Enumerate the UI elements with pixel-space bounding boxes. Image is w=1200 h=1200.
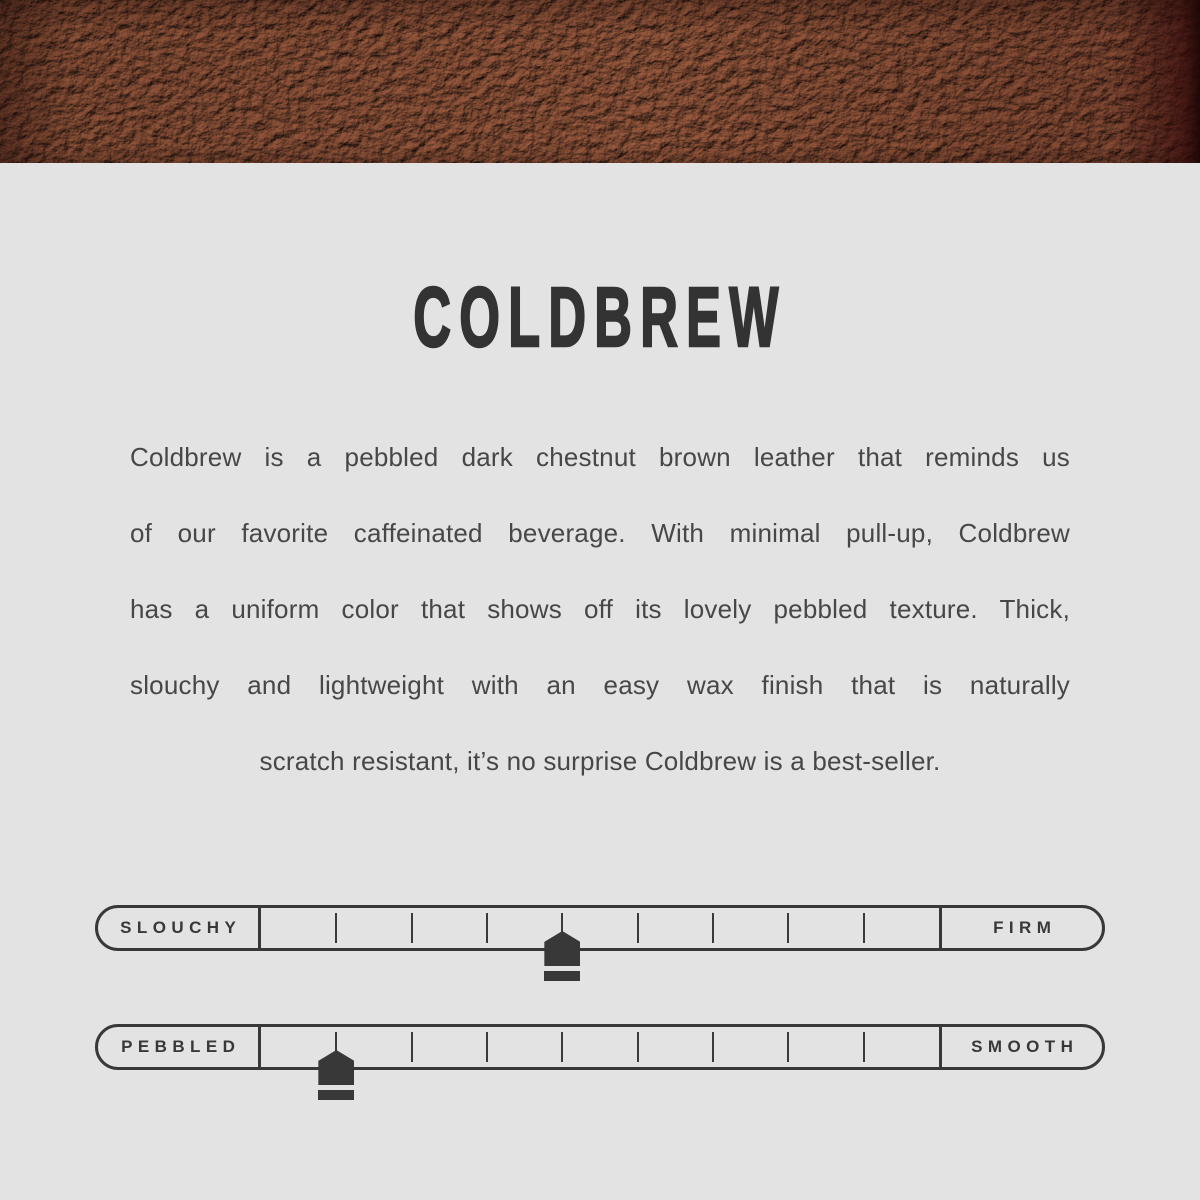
description-line: has a uniform color that shows off its lovely pebbled texture. Thick, (130, 594, 1070, 624)
marker-arrow-icon (544, 931, 580, 966)
tick-mark (486, 913, 488, 943)
page-title (0, 270, 1200, 364)
leather-texture-banner (0, 0, 1200, 163)
tick-mark (787, 913, 789, 943)
marker-base (318, 1090, 354, 1100)
description-line: Coldbrew is a pebbled dark chestnut brown leather that reminds us (130, 442, 1070, 472)
content-area (0, 270, 1200, 1070)
tick-mark (712, 1032, 714, 1062)
pebbled-smooth-scale (95, 1024, 1105, 1070)
leather-texture-image (0, 0, 1200, 163)
marker-arrow-icon (318, 1050, 354, 1085)
scale-left-label: SLOUCHY (120, 918, 242, 937)
scale-pill (95, 905, 1105, 951)
scale-track[interactable] (258, 1027, 942, 1067)
scale-marker[interactable] (318, 1050, 354, 1100)
tick-mark (637, 913, 639, 943)
marker-base (544, 971, 580, 981)
tick-mark (863, 1032, 865, 1062)
page-title-text: COLDBREW (413, 270, 787, 364)
tick-mark (561, 1032, 563, 1062)
tick-mark (787, 1032, 789, 1062)
scale-right-label: FIRM (993, 918, 1057, 937)
attribute-scales (95, 905, 1105, 1070)
scale-right-label: SMOOTH (971, 1037, 1079, 1056)
tick-mark (486, 1032, 488, 1062)
slouchy-firm-scale (95, 905, 1105, 951)
tick-mark (712, 913, 714, 943)
description-paragraph (130, 419, 1070, 799)
description-line: of our favorite caffeinated beverage. With minimal pull-up, Coldbrew (130, 518, 1070, 548)
scale-track[interactable] (258, 908, 942, 948)
tick-mark (637, 1032, 639, 1062)
description-line: slouchy and lightweight with an easy wax finish that is naturally (130, 670, 1070, 700)
scale-marker[interactable] (544, 931, 580, 981)
tick-mark (863, 913, 865, 943)
tick-mark (411, 913, 413, 943)
scale-left-label: PEBBLED (121, 1037, 241, 1056)
tick-mark (411, 1032, 413, 1062)
scale-pill (95, 1024, 1105, 1070)
tick-mark (335, 913, 337, 943)
description-line: scratch resistant, it’s no surprise Coldbrew is a best-seller. (259, 746, 941, 776)
